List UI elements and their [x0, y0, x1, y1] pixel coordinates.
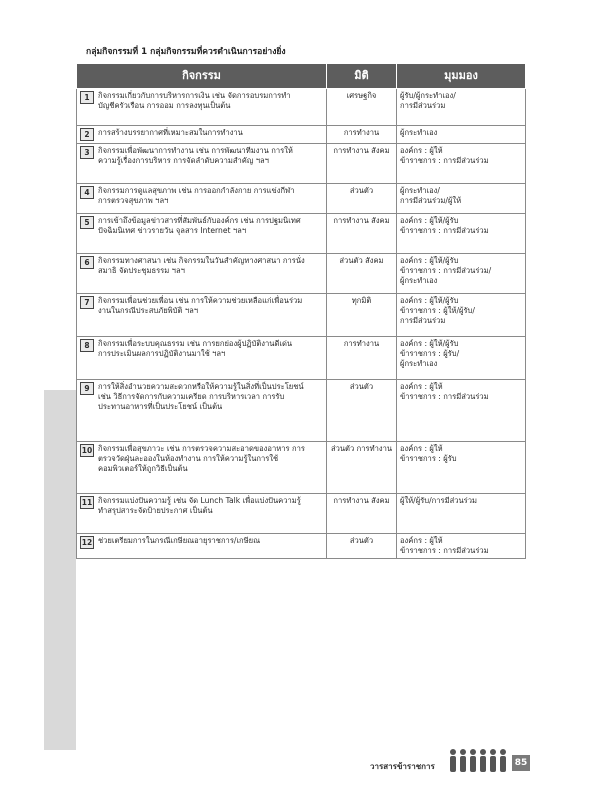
perspective-cell [397, 126, 526, 144]
table-row [77, 89, 526, 126]
perspective-cell [397, 144, 526, 184]
activity-cell [77, 254, 327, 294]
decorative-side-bar [44, 390, 76, 750]
perspective-line: องค์กร : ผู้ให้ [400, 444, 443, 453]
table-row [77, 126, 526, 144]
perspective-line: การมีส่วนร่วม [400, 101, 446, 110]
activity-text: การเข้าถึงข้อมูลข่าวสารที่สัมพันธ์กับองค์กร เช่น การปฐมนิเทศ ปัจฉิมนิเทศ ข่าวรายวัน จุลสาร Internet ฯลฯ [98, 216, 301, 235]
header-perspective: มุมมอง [397, 64, 526, 89]
row-number-badge: 7 [80, 296, 94, 309]
header-activity: กิจกรรม [77, 64, 327, 89]
activity-text: การให้สิ่งอำนวยความสะดวกหรือให้ความรู้ในสิ่งที่เป็นประโยชน์ เช่น วิธีการจัดการกับความเครียด การบริหารเวลา การรับประทานอาหารที่เป็นประโยชน์ เป็นต้น [98, 382, 304, 411]
activity-cell [77, 534, 327, 559]
activity-cell [77, 380, 327, 442]
dimension-cell: การทำงาน สังคม [327, 494, 397, 534]
table-caption: กลุ่มกิจกรรมที่ 1 กลุ่มกิจกรรมที่ควรดำเนินการอย่างยิ่ง [86, 47, 286, 57]
dimension-cell: ส่วนตัว [327, 184, 397, 214]
activity-text: การสร้างบรรยากาศที่เหมาะสมในการทำงาน [98, 128, 243, 137]
row-number-badge: 10 [81, 446, 93, 455]
table-row [77, 380, 526, 442]
perspective-line: ผู้กระทำเอง [400, 128, 438, 137]
row-number-badge: 6 [80, 256, 94, 269]
activity-text: กิจกรรมเพื่อพัฒนาการทำงาน เช่น การพัฒนาทีมงาน การให้ความรู้เรื่องการบริหาร การจัดลำดับความสำคัญ ฯลฯ [98, 146, 293, 165]
row-number-badge: 3 [80, 146, 94, 159]
perspective-cell [397, 254, 526, 294]
perspective-line: ผู้รับ/ผู้กระทำเอง/ [400, 91, 456, 100]
perspective-line: ข้าราชการ : ผู้รับ [400, 454, 457, 463]
perspective-line: องค์กร : ผู้ให้/ผู้รับ [400, 339, 459, 348]
perspective-line: องค์กร : ผู้ให้ [400, 146, 443, 155]
table-row [77, 494, 526, 534]
activity-cell [77, 442, 327, 494]
activity-text: กิจกรรมเพื่อสุขภาวะ เช่น การตรวจความสะอาดของอาหาร การตรวจวัดฝุ่นละอองในห้องทำงาน การให้ความรู้ในการใช้คอมพิวเตอร์ให้ถูกวิธีเป็นต้น [98, 444, 305, 473]
activity-cell [77, 184, 327, 214]
activity-cell [77, 126, 327, 144]
table-row [77, 442, 526, 494]
perspective-cell [397, 89, 526, 126]
table-header-row [77, 64, 526, 89]
row-number-badge: 4 [80, 186, 94, 199]
perspective-line: องค์กร : ผู้ให้ [400, 536, 443, 545]
dimension-cell: การทำงาน [327, 337, 397, 380]
dimension-cell: การทำงาน สังคม [327, 214, 397, 254]
perspective-cell [397, 294, 526, 337]
row-number-badge: 5 [80, 216, 94, 229]
dimension-cell: การทำงาน สังคม [327, 144, 397, 184]
perspective-line: ข้าราชการ : การมีส่วนร่วม [400, 546, 489, 555]
row-number-badge: 8 [80, 339, 94, 352]
dimension-cell: ส่วนตัว สังคม [327, 254, 397, 294]
activity-text: กิจกรรมทางศาสนา เช่น กิจกรรมในวันสำคัญทางศาสนา การนั่งสมาธิ จัดประชุมธรรม ฯลฯ [98, 256, 305, 275]
header-dimension: มิติ [327, 64, 397, 89]
table-row [77, 214, 526, 254]
perspective-cell [397, 214, 526, 254]
activity-cell [77, 294, 327, 337]
activity-cell [77, 89, 327, 126]
perspective-line: องค์กร : ผู้ให้/ผู้รับ [400, 296, 459, 305]
activity-text: กิจกรรมการดูแลสุขภาพ เช่น การออกกำลังกาย การแข่งกีฬา การตรวจสุขภาพ ฯลฯ [98, 186, 295, 205]
perspective-line: องค์กร : ผู้ให้ [400, 382, 443, 391]
dimension-cell: ทุกมิติ [327, 294, 397, 337]
perspective-line: ข้าราชการ : การมีส่วนร่วม [400, 392, 489, 401]
activity-text: กิจกรรมเพื่อนช่วยเพื่อน เช่น การให้ความช่วยเหลือแก่เพื่อนร่วมงานในกรณีประสบภัยพิบัติ ฯลฯ [98, 296, 303, 315]
dimension-cell: ส่วนตัว การทำงาน [327, 442, 397, 494]
perspective-line: ข้าราชการ : ผู้ให้/ผู้รับ/ [400, 306, 475, 315]
perspective-line: ข้าราชการ : ผู้รับ/ [400, 349, 460, 358]
perspective-line: ผู้กระทำเอง [400, 359, 438, 368]
journal-title: วารสารข้าราชการ [370, 762, 435, 771]
perspective-line: การมีส่วนร่วม/ผู้ให้ [400, 196, 462, 205]
activity-text: ช่วยเตรียมการในกรณีเกษียณอายุราชการ/เกษียณ [98, 536, 261, 545]
activity-text: กิจกรรมเกี่ยวกับการบริหารการเงิน เช่น จัดการอบรมการทำบัญชีครัวเรือน การออม การลงทุนเป็นต้น [98, 91, 291, 110]
activities-table [76, 63, 526, 559]
activity-cell [77, 214, 327, 254]
activity-text: กิจกรรมแบ่งปันความรู้ เช่น จัด Lunch Talk เพื่อแบ่งปันความรู้ ทำสรุปสาระจัดป้ายประกาศ เป็นต้น [98, 496, 301, 515]
row-number-badge: 12 [81, 538, 93, 547]
perspective-cell [397, 494, 526, 534]
perspective-cell [397, 442, 526, 494]
row-number-badge: 1 [80, 91, 94, 104]
table-row [77, 337, 526, 380]
perspective-line: การมีส่วนร่วม [400, 316, 446, 325]
activity-cell [77, 494, 327, 534]
dimension-cell: เศรษฐกิจ [327, 89, 397, 126]
perspective-cell [397, 184, 526, 214]
dimension-cell: ส่วนตัว [327, 380, 397, 442]
row-number-badge: 2 [80, 128, 94, 141]
perspective-line: องค์กร : ผู้ให้/ผู้รับ [400, 216, 459, 225]
perspective-line: ข้าราชการ : การมีส่วนร่วม [400, 226, 489, 235]
table-row [77, 254, 526, 294]
row-number-badge: 9 [80, 382, 94, 395]
activity-text: กิจกรรมเพื่อระบบคุณธรรม เช่น การยกย่องผู้ปฏิบัติงานดีเด่น การประเมินผลการปฏิบัติงานมาใช้ ฯลฯ [98, 339, 293, 358]
row-number-badge: 11 [81, 498, 93, 507]
people-silhouettes-icon [448, 748, 510, 774]
perspective-cell [397, 380, 526, 442]
dimension-cell: ส่วนตัว [327, 534, 397, 559]
perspective-line: ข้าราชการ : การมีส่วนร่วม/ [400, 266, 492, 275]
perspective-line: ผู้กระทำเอง/ [400, 186, 440, 195]
perspective-line: ข้าราชการ : การมีส่วนร่วม [400, 156, 489, 165]
page-number: 85 [512, 755, 530, 771]
activity-cell [77, 337, 327, 380]
table-row [77, 534, 526, 559]
perspective-cell [397, 534, 526, 559]
perspective-cell [397, 337, 526, 380]
table-row [77, 144, 526, 184]
perspective-line: องค์กร : ผู้ให้/ผู้รับ [400, 256, 459, 265]
table-row [77, 294, 526, 337]
dimension-cell: การทำงาน [327, 126, 397, 144]
perspective-line: ผู้ให้/ผู้รับ/การมีส่วนร่วม [400, 496, 478, 505]
perspective-line: ผู้กระทำเอง [400, 276, 438, 285]
activity-cell [77, 144, 327, 184]
table-row [77, 184, 526, 214]
